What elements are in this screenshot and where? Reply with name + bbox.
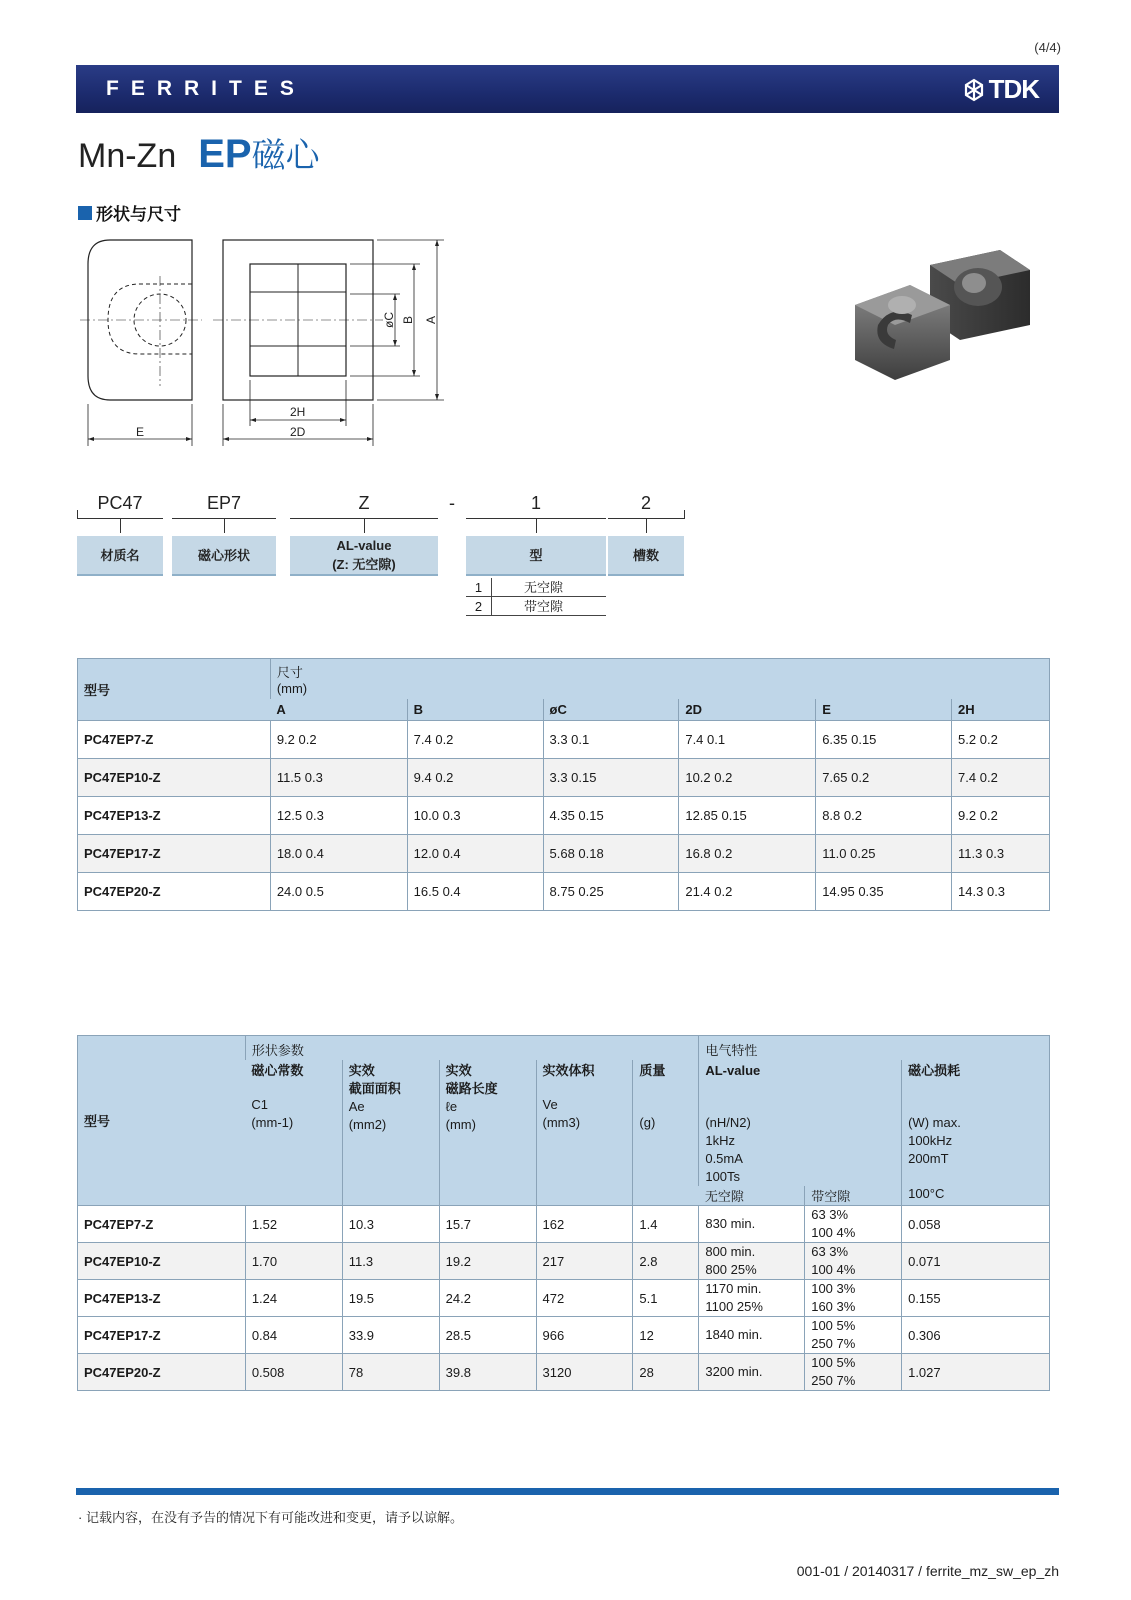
pn-box-material: 材质名 [77,536,163,576]
loss-cell: 0.071 [902,1243,1050,1280]
c1-name: 磁心常数 [251,1062,304,1078]
value-cell: 12.85 0.15 [679,797,816,835]
al-sub-gap: 带空隙 [805,1186,902,1206]
dimensions-group-header [270,659,1049,699]
title-core-suffix: 磁心 [251,137,320,175]
al-nogap-value: 3200 min. [705,1364,763,1379]
value-cell: 9.4 0.2 [407,759,543,797]
al-nogap-value: 1840 min. [705,1327,763,1342]
params-group-shape: 形状参数 [245,1036,699,1060]
dim-col-phi-c: øC [543,699,679,721]
loss-cell: 0.306 [902,1317,1050,1354]
value-cell: 5.68 0.18 [543,835,679,873]
al-nogap-value: 800 min. [705,1244,756,1259]
model-cell: PC47EP7-Z [78,1206,246,1243]
params-group-elec: 电气特性 [699,1036,1050,1060]
al-gap-cell [805,1206,902,1243]
ve-unit: (mm3) [542,1114,581,1130]
model-cell: PC47EP13-Z [78,1280,246,1317]
title-core-type: EP [198,132,252,176]
dim-col-b: B [407,699,543,721]
al-nogap-cell [699,1280,805,1317]
value-cell: 11.3 0.3 [952,835,1050,873]
value-cell: 24.0 0.5 [270,873,407,911]
pn-segment-al: Z [358,493,370,513]
dimensions-group-label: 尺寸 [276,664,303,680]
pn-tick [646,519,647,533]
dim-label-b: B [401,315,415,324]
c1-unit: (mm-1) [251,1114,294,1130]
params-col-le [439,1060,536,1206]
loss-cell: 0.155 [902,1280,1050,1317]
params-col-mass [633,1060,699,1206]
value-cell: 3.3 0.1 [543,721,679,759]
al-sub-nogap: 无空隙 [704,1188,744,1204]
table-row [78,721,1050,759]
params-col-loss [902,1060,1050,1206]
ve-cell: 162 [536,1206,633,1243]
pn-segment-type: 1 [530,493,541,513]
ve-cell: 472 [536,1280,633,1317]
al-gap-value: 250 7% [811,1336,856,1351]
value-cell: 7.4 0.2 [407,721,543,759]
le-name2: 磁路长度 [445,1080,498,1096]
type-code-row [466,578,606,597]
bullet-square-icon [78,206,92,220]
al-name: AL-value [705,1062,761,1078]
pn-box-shape: 磁心形状 [172,536,276,576]
table-row [78,1354,1050,1391]
ve-cell: 3120 [536,1354,633,1391]
al-gap-cell [805,1354,902,1391]
al-cond-freq: 1kHz [705,1132,735,1148]
al-gap-cell [805,1280,902,1317]
al-gap-value: 100 5% [811,1318,856,1333]
loss-cond-temp: 100°C [908,1185,945,1201]
al-nogap-cell [699,1354,805,1391]
al-cond-turns: 100Ts [705,1168,741,1184]
ae-cell: 19.5 [342,1280,439,1317]
section-shape-heading [78,200,181,225]
footer-doc-code: 001-01 / 20140317 / ferrite_mz_sw_ep_zh [796,1563,1059,1579]
le-unit: (mm) [445,1116,476,1132]
params-col-c1 [245,1060,342,1206]
al-gap-value: 100 3% [811,1281,856,1296]
value-cell: 9.2 0.2 [952,797,1050,835]
al-cond-current: 0.5mA [705,1150,743,1166]
al-gap-value: 100 4% [811,1262,856,1277]
type-code: 1 [466,578,492,596]
pn-tick [224,519,225,533]
table-row [78,1243,1050,1280]
ae-unit: (mm2) [348,1116,387,1132]
footer-note: · 记载内容，在没有予告的情况下有可能改进和变更，请予以谅解。 [78,1510,463,1525]
pn-box-slots: 槽数 [608,536,684,576]
model-cell: PC47EP17-Z [78,1317,246,1354]
params-col-al [699,1060,902,1186]
pn-box-al-value-l1: AL-value [336,538,392,553]
model-cell: PC47EP10-Z [78,1243,246,1280]
value-cell: 16.5 0.4 [407,873,543,911]
table-row [78,1280,1050,1317]
dimensions-table [77,658,1050,911]
dim-col-2d: 2D [679,699,816,721]
value-cell: 5.2 0.2 [952,721,1050,759]
type-code-list [466,578,606,616]
loss-unit: (W) max. [908,1114,961,1130]
value-cell: 7.4 0.2 [952,759,1050,797]
ep-core-photo [850,245,1040,385]
value-cell: 16.8 0.2 [679,835,816,873]
ae-cell: 33.9 [342,1317,439,1354]
value-cell: 10.2 0.2 [679,759,816,797]
type-label: 带空隙 [524,599,564,614]
dimensions-header-row [78,659,1050,699]
ve-symbol: Ve [542,1096,558,1112]
value-cell: 14.95 0.35 [816,873,952,911]
al-unit: (nH/N2) [705,1114,751,1130]
ae-name2: 截面面积 [348,1080,401,1096]
mass-unit: (g) [639,1114,656,1130]
pn-box-type: 型 [466,536,606,576]
le-cell: 15.7 [439,1206,536,1243]
table-row [78,835,1050,873]
al-nogap-cell [699,1243,805,1280]
dim-label-phi-c: øC [382,312,396,328]
pn-tick [364,519,365,533]
al-nogap-value: 1170 min. [705,1281,762,1296]
c1-cell: 0.508 [245,1354,342,1391]
value-cell: 11.0 0.25 [816,835,952,873]
value-cell: 8.8 0.2 [816,797,952,835]
params-group-row [78,1036,1050,1060]
model-cell: PC47EP20-Z [78,873,271,911]
value-cell: 12.0 0.4 [407,835,543,873]
al-gap-value: 63 3% [811,1244,849,1259]
params-col-ae [342,1060,439,1206]
value-cell: 12.5 0.3 [270,797,407,835]
c1-cell: 1.70 [245,1243,342,1280]
ae-cell: 78 [342,1354,439,1391]
header-band [76,65,1059,113]
al-nogap-value: 830 min. [705,1216,756,1231]
ve-cell: 217 [536,1243,633,1280]
dimensions-model-header: 型号 [84,683,111,698]
al-gap-value: 250 7% [811,1373,856,1388]
loss-cell: 1.027 [902,1354,1050,1391]
pn-tick [684,510,685,519]
type-code: 2 [466,597,492,615]
pn-segment-material: PC47 [97,493,143,513]
title-material: Mn-Zn [78,137,177,175]
le-cell: 28.5 [439,1317,536,1354]
al-gap-value: 100 5% [811,1355,856,1370]
type-code-row [466,597,606,616]
al-gap-cell [805,1243,902,1280]
page-title [78,128,320,177]
dim-label-a: A [424,315,438,324]
le-cell: 19.2 [439,1243,536,1280]
model-cell: PC47EP10-Z [78,759,271,797]
value-cell: 11.5 0.3 [270,759,407,797]
ae-cell: 11.3 [342,1243,439,1280]
page-number: (4/4) [1034,40,1061,55]
table-row [78,873,1050,911]
dim-label-2h: 2H [290,405,306,419]
ve-cell: 966 [536,1317,633,1354]
dim-label-2d: 2D [290,425,306,439]
brand-title: FERRITES [106,77,306,100]
c1-cell: 0.84 [245,1317,342,1354]
value-cell: 21.4 0.2 [679,873,816,911]
pn-tick [120,519,121,533]
pn-box-al-value-l2: (Z: 无空隙) [332,557,396,572]
value-cell: 8.75 0.25 [543,873,679,911]
dim-label-e: E [136,425,145,439]
table-row [78,1317,1050,1354]
pn-segment-dash: - [449,493,455,513]
pn-box-al-value [290,536,438,576]
loss-cell: 0.058 [902,1206,1050,1243]
pn-segment-slots: 2 [640,493,651,513]
tdk-logo-text: TDK [988,74,1039,104]
pn-tick [77,510,78,519]
ae-symbol: Ae [348,1098,365,1114]
al-nogap-value: 1100 25% [705,1299,763,1314]
value-cell: 3.3 0.15 [543,759,679,797]
al-nogap-value: 800 25% [705,1262,757,1277]
type-label: 无空隙 [524,580,564,595]
value-cell: 6.35 0.15 [816,721,952,759]
core-dimension-drawing [80,236,450,451]
al-gap-value: 63 3% [811,1207,849,1222]
model-cell: PC47EP20-Z [78,1354,246,1391]
params-model-header: 型号 [84,1114,111,1129]
tdk-logo [962,74,1039,105]
footer-divider [76,1488,1059,1495]
model-cell: PC47EP17-Z [78,835,271,873]
parameters-table [77,1035,1050,1391]
value-cell: 9.2 0.2 [270,721,407,759]
mass-cell: 2.8 [633,1243,699,1280]
mass-name: 质量 [639,1062,666,1078]
dim-col-e: E [816,699,952,721]
value-cell: 10.0 0.3 [407,797,543,835]
al-gap-value: 100 4% [811,1225,856,1240]
ae-name1: 实效 [348,1062,375,1078]
c1-symbol: C1 [251,1096,268,1112]
al-nogap-cell [699,1206,805,1243]
model-cell: PC47EP13-Z [78,797,271,835]
ve-name: 实效体积 [542,1062,595,1078]
tdk-logo-icon [962,78,986,102]
section-shape-label: 形状与尺寸 [96,205,181,224]
c1-cell: 1.24 [245,1280,342,1317]
mass-cell: 12 [633,1317,699,1354]
table-row [78,1206,1050,1243]
loss-name: 磁心损耗 [908,1062,961,1078]
le-name1: 实效 [445,1062,472,1078]
mass-cell: 5.1 [633,1280,699,1317]
mass-cell: 28 [633,1354,699,1391]
c1-cell: 1.52 [245,1206,342,1243]
dim-col-2h: 2H [952,699,1050,721]
value-cell: 18.0 0.4 [270,835,407,873]
le-cell: 24.2 [439,1280,536,1317]
dim-col-a: A [276,701,286,717]
value-cell: 7.4 0.1 [679,721,816,759]
loss-cond-flux: 200mT [908,1150,949,1166]
al-gap-cell [805,1317,902,1354]
le-symbol: ℓe [445,1098,458,1114]
le-cell: 39.8 [439,1354,536,1391]
dimensions-unit: (mm) [276,680,308,696]
pn-segment-shape: EP7 [206,493,242,513]
model-cell: PC47EP7-Z [78,721,271,759]
params-col-ve [536,1060,633,1206]
pn-tick [536,519,537,533]
ae-cell: 10.3 [342,1206,439,1243]
al-nogap-cell [699,1317,805,1354]
table-row [78,797,1050,835]
value-cell: 7.65 0.2 [816,759,952,797]
loss-cond-freq: 100kHz [908,1132,953,1148]
value-cell: 4.35 0.15 [543,797,679,835]
mass-cell: 1.4 [633,1206,699,1243]
table-row [78,759,1050,797]
al-gap-value: 160 3% [811,1299,856,1314]
value-cell: 14.3 0.3 [952,873,1050,911]
